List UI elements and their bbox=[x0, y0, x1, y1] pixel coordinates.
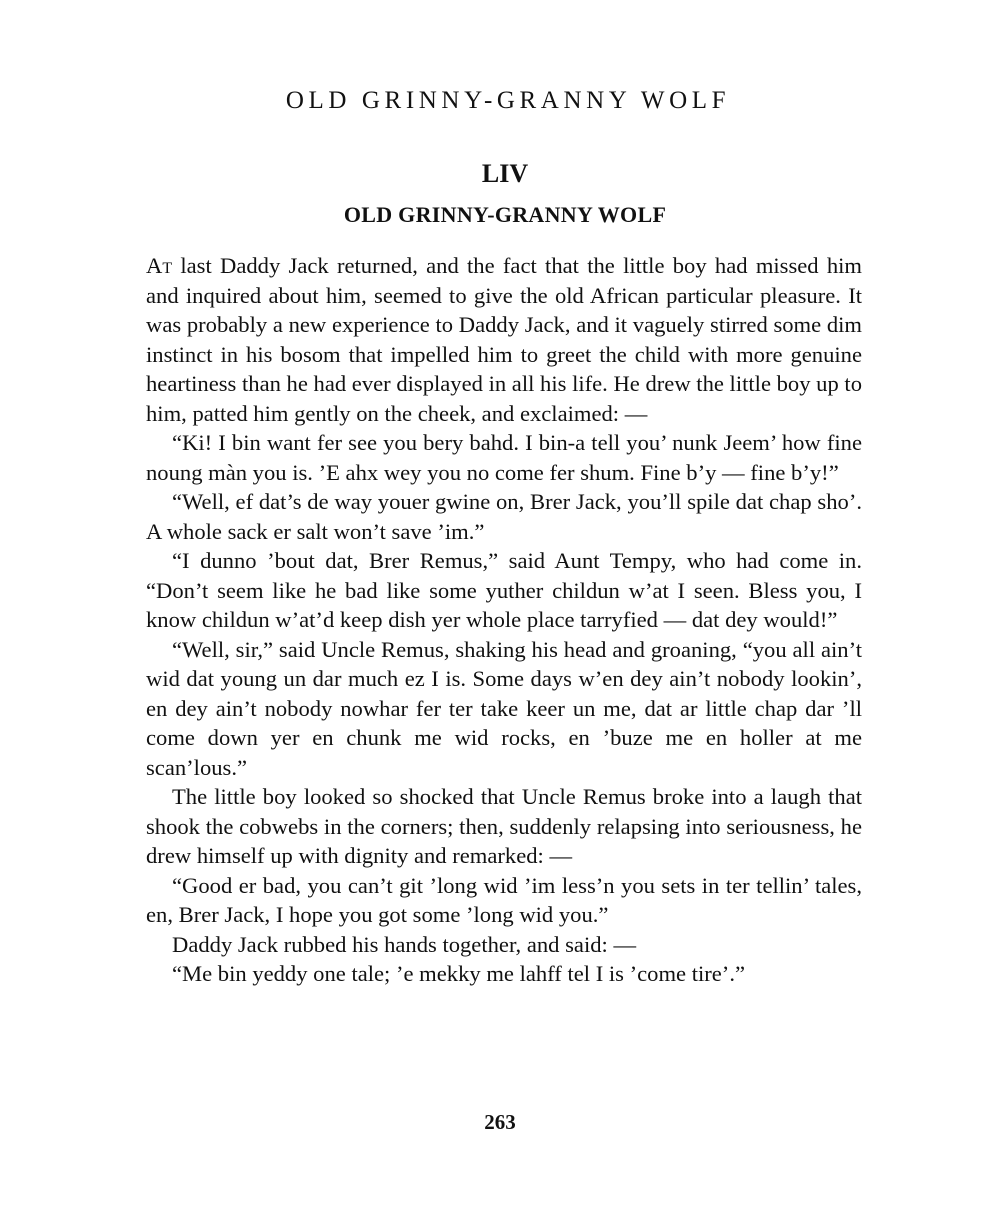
paragraph: Daddy Jack rubbed his hands together, and said: — bbox=[172, 931, 637, 957]
paragraph: The little boy looked so shocked that Uncle Remus broke into a laugh that shook the cobwebs in the corners; then, suddenly relapsing into seriousness, he drew himself up with dignity and remarked: — bbox=[146, 784, 862, 868]
paragraph bbox=[146, 251, 862, 428]
body-text bbox=[146, 251, 862, 989]
paragraph: “Well, ef dat’s de way youer gwine on, Brer Jack, you’ll spile dat chap sho’. A whole sack er salt won’t save ’im.” bbox=[146, 489, 862, 544]
paragraph: “Good er bad, you can’t git ’long wid ’im less’n you sets in ter tellin’ tales, en, Brer Jack, I hope you got some ’long wid you.” bbox=[146, 872, 862, 927]
paragraph: “Me bin yeddy one tale; ’e mekky me lahff tel I is ’come tire’.” bbox=[172, 961, 745, 986]
paragraph: “I dunno ’bout dat, Brer Remus,” said Aunt Tempy, who had come in. “Don’t seem like he bad like some yuther childun w’at I seen. Bless you, I know childun w’at’d keep dish yer whole place tarryfied — dat dey would!” bbox=[146, 548, 862, 632]
paragraph-lead-in: At bbox=[146, 253, 173, 278]
chapter-title: OLD GRINNY-GRANNY WOLF bbox=[343, 202, 667, 227]
running-head: OLD GRINNY-GRANNY WOLF bbox=[285, 87, 731, 114]
paragraph: “Well, sir,” said Uncle Remus, shaking his head and groaning, “you all ain’t wid dat young un dar much ez I is. Some days w’en dey ain’t nobody lookin’, en dey ain’t nobody nowhar fer ter take keer un me, dat ar little chap dar ’ll come down yer en chunk me wid rocks, en ’buze me en holler at me scan’lous.” bbox=[146, 636, 862, 780]
chapter-number: LIV bbox=[481, 159, 529, 188]
page-number: 263 bbox=[484, 1110, 516, 1134]
paragraph-text: last Daddy Jack returned, and the fact that the little boy had missed him and inquired about him, seemed to give the old African particular pleasure. It was probably a new experience to Daddy Jack, and it vaguely stirred some dim instinct in his bosom that impelled him to greet the child with more genuine heartiness than he had ever displayed in all his life. He drew the little boy up to him, patted him gently on the cheek, and exclaimed: — bbox=[146, 253, 862, 426]
paragraph: “Ki! I bin want fer see you bery bahd. I bin-a tell you’ nunk Jeem’ how fine noung màn you is. ’E ahx wey you no come fer shum. Fine b’y — fine b’y!” bbox=[146, 430, 862, 485]
